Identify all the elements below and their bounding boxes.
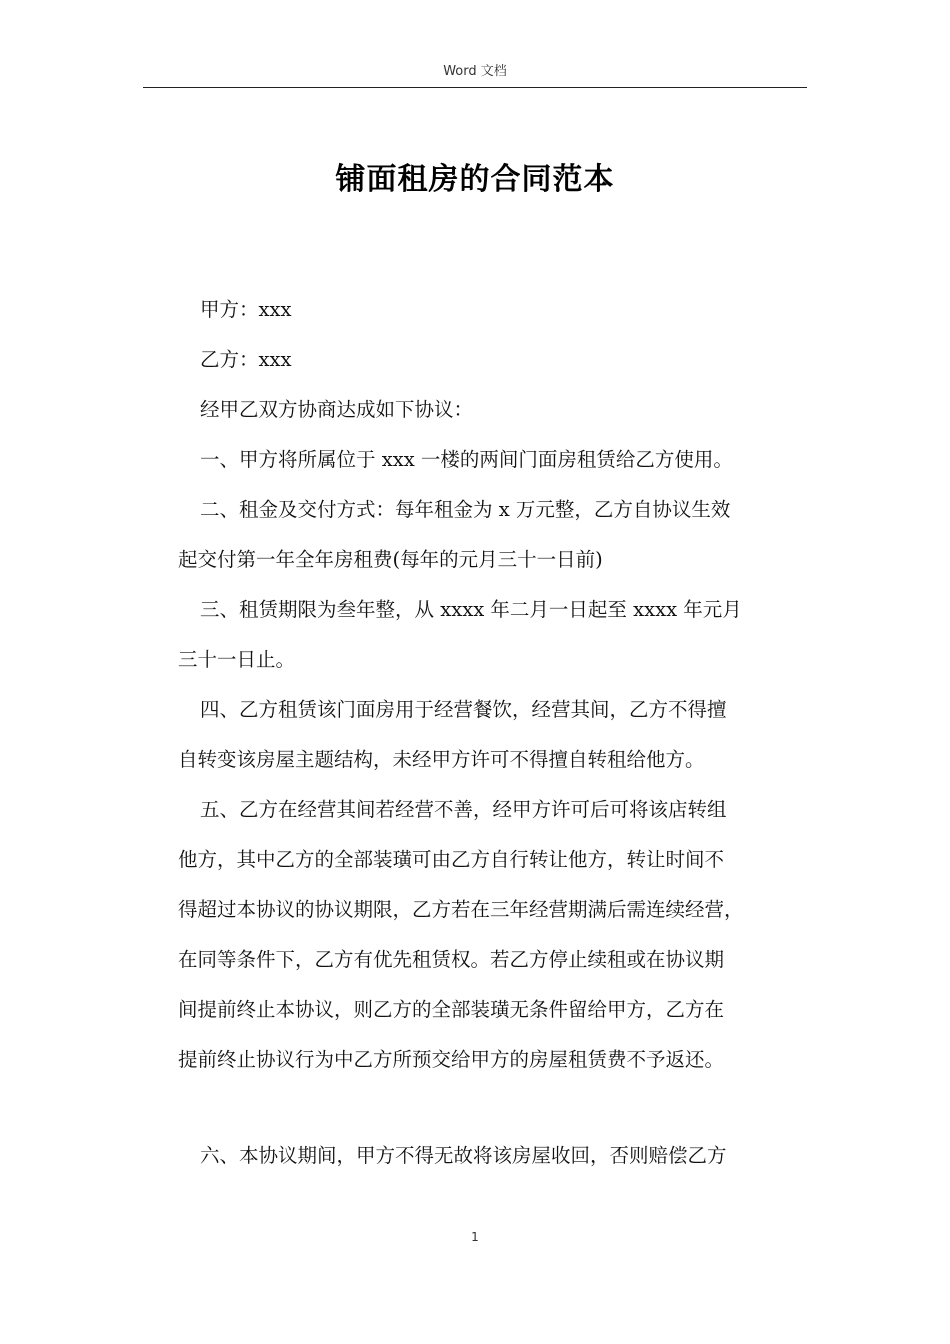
contract-body-top — [178, 285, 808, 1085]
clause-4-line-1: 四、乙方租赁该门面房用于经营餐饮，经营其间，乙方不得擅 — [200, 698, 727, 721]
clause-6-line-1: 六、本协议期间，甲方不得无故将该房屋收回，否则赔偿乙方 — [200, 1144, 727, 1167]
party-b-line: 乙方：xxx — [200, 348, 292, 371]
clause-5-line-3: 得超过本协议的协议期限，乙方若在三年经营期满后需连续经营， — [178, 898, 744, 921]
clause-4-line-2: 自转变该房屋主题结构，未经甲方许可不得擅自转租给他方。 — [178, 748, 705, 771]
clause-3-line-1: 三、租赁期限为叁年整，从 xxxx 年二月一日起至 xxxx 年元月 — [200, 598, 742, 621]
intro-paragraph: 经甲乙双方协商达成如下协议： — [200, 398, 474, 421]
clause-5-line-5: 间提前终止本协议，则乙方的全部装璜无条件留给甲方，乙方在 — [178, 998, 725, 1021]
contract-body-bottom — [178, 1131, 808, 1181]
party-a-line: 甲方：xxx — [200, 298, 292, 321]
clause-5-line-2: 他方，其中乙方的全部装璜可由乙方自行转让他方，转让时间不 — [178, 848, 725, 871]
document-title: 铺面租房的合同范本 — [335, 162, 615, 197]
clause-5-line-4: 在同等条件下，乙方有优先租赁权。若乙方停止续租或在协议期 — [178, 948, 725, 971]
clause-5-line-1: 五、乙方在经营其间若经营不善，经甲方许可后可将该店转组 — [200, 798, 727, 821]
page-header: Word 文档 — [443, 64, 507, 79]
clause-2-line-2: 起交付第一年全年房租费(每年的元月三十一日前) — [178, 548, 603, 571]
clause-1: 一、甲方将所属位于 xxx 一楼的两间门面房租赁给乙方使用。 — [200, 448, 733, 471]
page-number: 1 — [471, 1230, 479, 1244]
header-divider — [143, 87, 807, 88]
clause-2-line-1: 二、租金及交付方式：每年租金为 x 万元整，乙方自协议生效 — [200, 498, 731, 521]
clause-5-line-6: 提前终止协议行为中乙方所预交给甲方的房屋租赁费不予返还。 — [178, 1048, 725, 1071]
clause-3-line-2: 三十一日止。 — [178, 648, 296, 671]
